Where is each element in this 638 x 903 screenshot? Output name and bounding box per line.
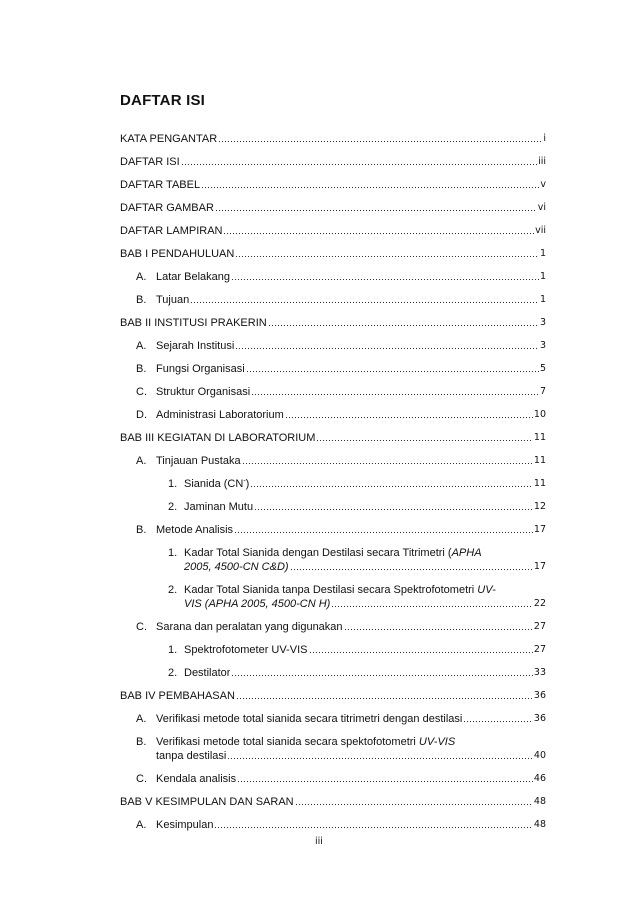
toc-label: Jaminan Mutu: [184, 501, 254, 513]
toc-page-number: 10: [533, 409, 546, 420]
toc-label: Verifikasi metode total sianida secara titrimetri dengan destilasi: [156, 713, 463, 725]
toc-entry-bab-4-a[interactable]: [120, 712, 546, 726]
toc-entry-bab-3-a-1[interactable]: [120, 477, 546, 491]
toc-marker: C.: [136, 621, 147, 633]
toc-page-number: 3: [539, 317, 546, 328]
toc-marker: 2.: [168, 584, 178, 596]
toc-entry-bab-3-b-1[interactable]: [120, 546, 546, 574]
dot-leader: [250, 478, 533, 488]
toc-label-line2: VIS (APHA 2005, 4500-CN H): [184, 598, 331, 610]
toc-label-line1: [184, 583, 496, 597]
toc-page-number: 11: [533, 432, 546, 443]
toc-page-number: 1: [539, 294, 546, 305]
toc-label: [184, 477, 249, 491]
dot-leader: [227, 750, 533, 760]
toc-marker: C.: [136, 386, 147, 398]
toc-entry-bab-3[interactable]: [120, 431, 546, 445]
toc-page-number: v: [540, 179, 546, 190]
toc-marker: 1.: [168, 547, 178, 559]
toc-marker: A.: [136, 713, 147, 725]
toc-entry-bab-3-c-1[interactable]: [120, 643, 546, 657]
toc-entry-bab-2[interactable]: [120, 316, 546, 330]
dot-leader: [201, 179, 539, 189]
toc-entry-daftar-gambar[interactable]: [120, 201, 546, 215]
toc-label: Administrasi Laboratorium: [156, 409, 284, 421]
toc-label: DAFTAR ISI: [120, 156, 180, 168]
toc-entry-bab-3-c[interactable]: [120, 620, 546, 634]
dot-leader: [246, 363, 539, 373]
toc-marker: A.: [136, 455, 147, 467]
toc-page-number: 3: [539, 340, 546, 351]
toc-label: BAB I PENDAHULUAN: [120, 248, 235, 260]
toc-entry-bab-3-c-2[interactable]: [120, 666, 546, 680]
toc-label: Tinjauan Pustaka: [156, 455, 241, 467]
dot-leader: [231, 667, 532, 677]
toc-entry-bab-2-c[interactable]: [120, 385, 546, 399]
toc-label-italic: UV-VIS: [418, 736, 456, 748]
toc-label: Kesimpulan: [156, 819, 214, 831]
toc-page-number: 48: [533, 819, 546, 830]
toc-page-number: vii: [535, 225, 546, 236]
toc-entry-bab-3-b[interactable]: [120, 523, 546, 537]
dot-leader: [242, 455, 533, 465]
toc-marker: B.: [136, 524, 147, 536]
toc-entry-bab-3-a[interactable]: [120, 454, 546, 468]
toc-label-text: Verifikasi metode total sianida secara spektofotometri: [156, 736, 419, 748]
toc-marker: 2.: [168, 667, 178, 679]
dot-leader: [295, 796, 533, 806]
toc-marker: C.: [136, 773, 147, 785]
toc-entry-bab-3-a-2[interactable]: [120, 500, 546, 514]
toc-label-italic: UV-: [477, 584, 496, 596]
toc-page-number: 17: [533, 524, 546, 535]
toc-label: Kendala analisis: [156, 773, 237, 785]
page-number-footer: iii: [315, 836, 323, 847]
toc-entry-bab-2-a[interactable]: [120, 339, 546, 353]
toc-marker: A.: [136, 819, 147, 831]
dot-leader: [254, 501, 533, 511]
toc-label-text: Kadar Total Sianida dengan Destilasi secara Titrimetri (: [184, 547, 452, 559]
dot-leader: [190, 294, 539, 304]
toc-label-line2: tanpa destilasi: [156, 750, 227, 762]
toc-entry-bab-1[interactable]: [120, 247, 546, 261]
toc-label: DAFTAR LAMPIRAN: [120, 225, 223, 237]
toc-marker: A.: [136, 340, 147, 352]
toc-marker: A.: [136, 271, 147, 283]
toc-page-number: 27: [533, 644, 546, 655]
toc-marker: B.: [136, 363, 147, 375]
dot-leader: [218, 133, 542, 143]
toc-label-close: ): [245, 478, 250, 490]
toc-label: Metode Analisis: [156, 524, 234, 536]
toc-label: Tujuan: [156, 294, 190, 306]
dot-leader: [235, 248, 539, 258]
toc-page-number: 12: [533, 501, 546, 512]
toc-marker: B.: [136, 736, 147, 748]
dot-leader: [234, 524, 533, 534]
toc-label: DAFTAR TABEL: [120, 179, 201, 191]
toc-label: BAB V KESIMPULAN DAN SARAN: [120, 796, 294, 808]
toc-entry-daftar-isi[interactable]: [120, 155, 546, 169]
dot-leader: [309, 644, 533, 654]
toc-page-number: 40: [533, 750, 546, 761]
toc-page-number: 36: [533, 713, 546, 724]
toc-label: Latar Belakang: [156, 271, 230, 283]
toc-page-number: 1: [539, 248, 546, 259]
toc-entry-bab-4-b[interactable]: [120, 735, 546, 763]
toc-page-number: 11: [533, 478, 546, 489]
toc-entry-bab-3-b-2[interactable]: [120, 583, 546, 611]
toc-entry-kata-pengantar[interactable]: [120, 132, 546, 146]
toc-page-number: 48: [533, 796, 546, 807]
toc-page-number: 7: [539, 386, 546, 397]
toc-page-number: 1: [539, 271, 546, 282]
toc-label: Destilator: [184, 667, 231, 679]
toc-label-line1: [156, 735, 455, 749]
toc-entry-bab-4-c[interactable]: [120, 772, 546, 786]
toc-label: BAB III KEGIATAN DI LABORATORIUM: [120, 432, 316, 444]
toc-page-number: iii: [538, 156, 546, 167]
toc-page-number: 46: [533, 773, 546, 784]
toc-entry-daftar-tabel[interactable]: [120, 178, 546, 192]
dot-leader: [223, 225, 534, 235]
toc-entry-daftar-lampiran[interactable]: [120, 224, 546, 238]
dot-leader: [236, 690, 533, 700]
toc-entry-bab-5-a[interactable]: [120, 818, 546, 832]
toc-label-text: Sianida (CN: [184, 478, 244, 490]
toc-page-number: i: [543, 133, 546, 144]
toc-marker: 2.: [168, 501, 178, 513]
dot-leader: [251, 386, 539, 396]
toc-label: BAB II INSTITUSI PRAKERIN: [120, 317, 267, 329]
toc-label-line1: [184, 546, 482, 560]
toc-entry-bab-5[interactable]: [120, 795, 546, 809]
toc-label: Sarana dan peralatan yang digunakan: [156, 621, 343, 633]
dot-leader: [231, 271, 539, 281]
toc-page-number: 11: [533, 455, 546, 466]
toc-marker: D.: [136, 409, 147, 421]
toc-entry-bab-1-b[interactable]: [120, 293, 546, 307]
toc-entry-bab-4[interactable]: [120, 689, 546, 703]
toc-entry-bab-1-a[interactable]: [120, 270, 546, 284]
dot-leader: [235, 340, 539, 350]
dot-leader: [181, 156, 537, 166]
toc-label: KATA PENGANTAR: [120, 133, 218, 145]
toc-label-line2: 2005, 4500-CN C&D): [184, 561, 289, 573]
dot-leader: [215, 202, 537, 212]
superscript-minus: -: [243, 477, 246, 485]
toc-marker: 1.: [168, 478, 178, 490]
toc-page-number: 33: [533, 667, 546, 678]
dot-leader: [237, 773, 533, 783]
dot-leader: [290, 561, 533, 571]
toc-label: Sejarah Institusi: [156, 340, 235, 352]
toc-page-number: 36: [533, 690, 546, 701]
toc-marker: B.: [136, 294, 147, 306]
toc-page-number: 27: [533, 621, 546, 632]
toc-label: BAB IV PEMBAHASAN: [120, 690, 235, 702]
toc-label: DAFTAR GAMBAR: [120, 202, 214, 214]
toc-entry-bab-2-d[interactable]: [120, 408, 546, 422]
toc-label-text: Kadar Total Sianida tanpa Destilasi secara Spektrofotometri: [184, 584, 478, 596]
dot-leader: [285, 409, 533, 419]
dot-leader: [316, 432, 533, 442]
toc-page-number: vi: [537, 202, 546, 213]
toc-label-italic: APHA: [451, 547, 482, 559]
toc-label: Spektrofotometer UV-VIS: [184, 644, 308, 656]
dot-leader: [268, 317, 539, 327]
toc-label: Struktur Organisasi: [156, 386, 251, 398]
toc-marker: 1.: [168, 644, 178, 656]
dot-leader: [344, 621, 533, 631]
toc-entry-bab-2-b[interactable]: [120, 362, 546, 376]
dot-leader: [463, 713, 533, 723]
toc-page-number: 5: [539, 363, 546, 374]
dot-leader: [331, 598, 533, 608]
toc-page-number: 17: [533, 561, 546, 572]
toc-label: Fungsi Organisasi: [156, 363, 245, 375]
dot-leader: [214, 819, 532, 829]
toc-page-number: 22: [533, 598, 546, 609]
page-title: DAFTAR ISI: [120, 92, 206, 109]
